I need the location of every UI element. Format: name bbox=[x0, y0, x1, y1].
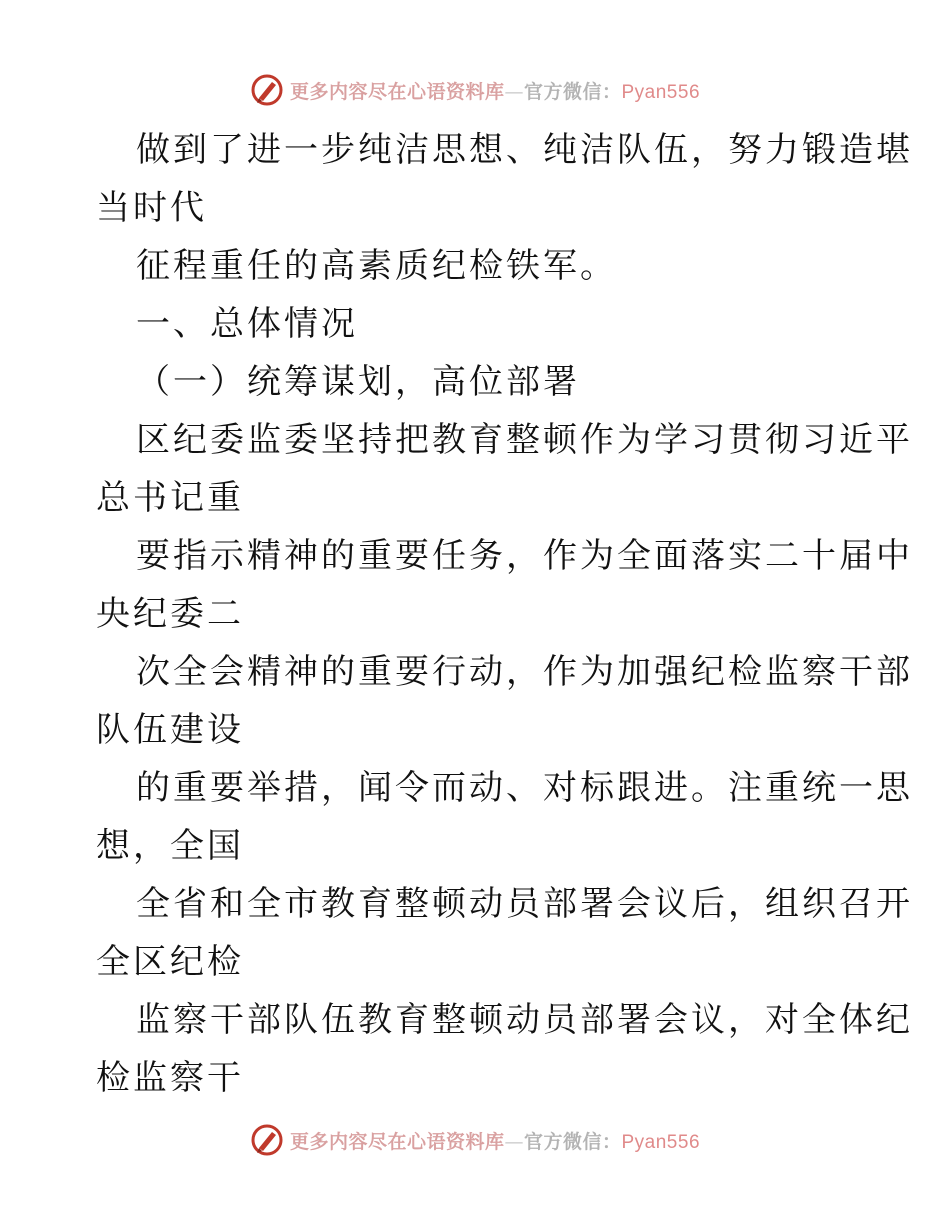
text-line: 队伍建设 bbox=[96, 710, 244, 750]
banner-wechat-id: Pyan556 bbox=[621, 81, 701, 103]
text-line: 全区纪检 bbox=[96, 942, 244, 982]
section-heading: 一、总体情况 bbox=[136, 304, 358, 344]
text-line: 区纪委监委坚持把教育整顿作为学习贯彻习近平 bbox=[136, 420, 913, 460]
pen-logo-icon bbox=[250, 1123, 284, 1157]
banner-wechat-label: 官方微信： bbox=[523, 1130, 622, 1153]
header-banner bbox=[0, 70, 950, 110]
text-line: 的重要举措，闻令而动、对标跟进。注重统一思 bbox=[136, 768, 913, 808]
banner-text bbox=[290, 1127, 700, 1154]
text-line: 央纪委二 bbox=[96, 594, 244, 634]
subsection-heading: （一）统筹谋划，高位部署 bbox=[136, 362, 580, 402]
banner-main-text: 更多内容尽在心语资料库 bbox=[289, 80, 505, 103]
text-line: 当时代 bbox=[96, 188, 207, 228]
pen-logo-icon bbox=[250, 73, 284, 107]
banner-wechat-id: Pyan556 bbox=[621, 1131, 701, 1153]
text-line: 全省和全市教育整顿动员部署会议后，组织召开 bbox=[136, 884, 913, 924]
banner-main-text: 更多内容尽在心语资料库 bbox=[289, 1130, 505, 1153]
banner-wechat-label: 官方微信： bbox=[523, 80, 622, 103]
body-text bbox=[96, 121, 913, 1107]
banner-dash: — bbox=[504, 1130, 524, 1153]
footer-banner bbox=[0, 1120, 950, 1160]
text-line: 监察干部队伍教育整顿动员部署会议，对全体纪 bbox=[136, 1000, 913, 1040]
banner-dash: — bbox=[504, 80, 524, 103]
text-line: 总书记重 bbox=[96, 478, 244, 518]
text-line: 想，全国 bbox=[96, 826, 244, 866]
banner-text bbox=[290, 77, 700, 104]
text-line: 次全会精神的重要行动，作为加强纪检监察干部 bbox=[136, 652, 913, 692]
text-line: 征程重任的高素质纪检铁军。 bbox=[136, 246, 617, 286]
text-line: 要指示精神的重要任务，作为全面落实二十届中 bbox=[136, 536, 913, 576]
text-line: 检监察干 bbox=[96, 1058, 244, 1098]
text-line: 做到了进一步纯洁思想、纯洁队伍，努力锻造堪 bbox=[136, 130, 913, 170]
